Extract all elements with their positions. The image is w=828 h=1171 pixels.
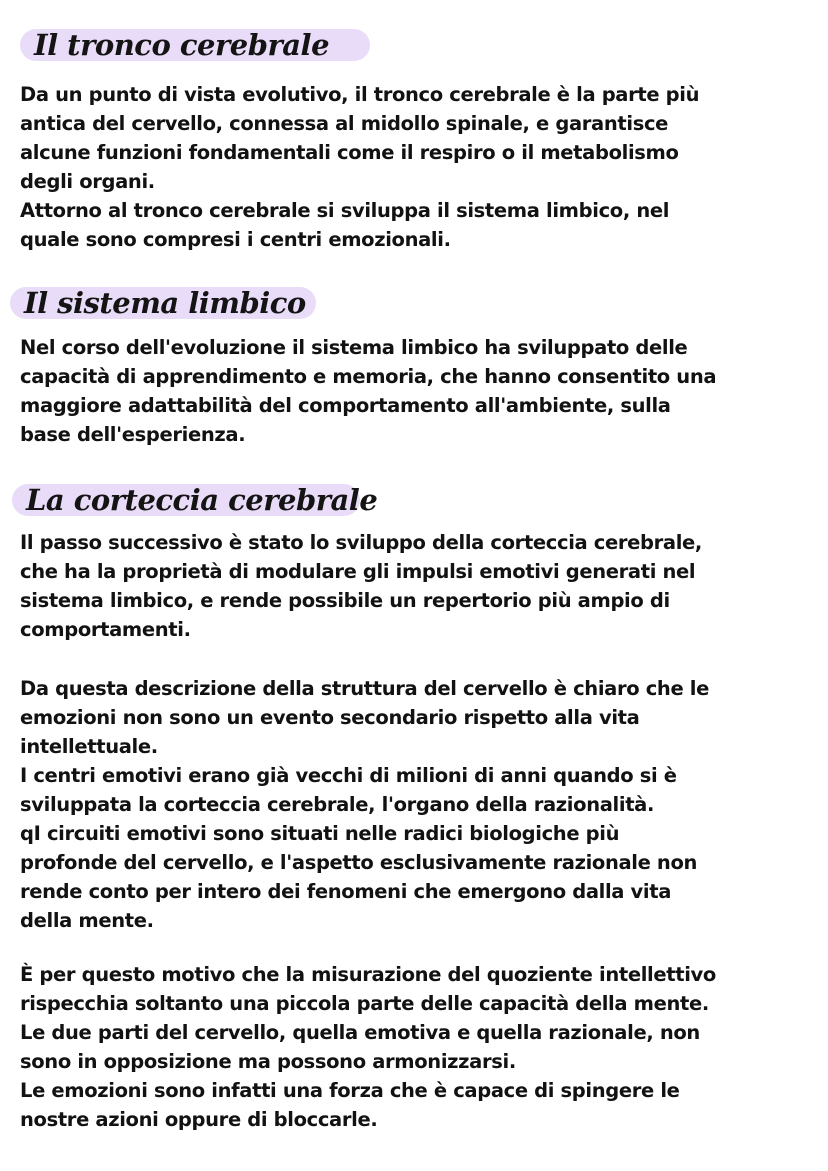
text-line: nostre azioni oppure di bloccarle. — [20, 1108, 378, 1131]
text-line: della mente. — [20, 909, 154, 932]
text-line: antica del cervello, connessa al midollo spinale, e garantisce — [20, 112, 669, 135]
text-line: profonde del cervello, e l'aspetto esclusivamente razionale non — [20, 851, 698, 874]
text-line: che ha la proprietà di modulare gli impulsi emotivi generati nel — [20, 560, 696, 583]
text-line: rende conto per intero dei fenomeni che emergono dalla vita — [20, 880, 672, 903]
text-line: rispecchia soltanto una piccola parte delle capacità della mente. — [20, 992, 709, 1015]
text-line: degli organi. — [20, 170, 155, 193]
text-line: base dell'esperienza. — [20, 423, 246, 446]
text-line: sono in opposizione ma possono armonizzarsi. — [20, 1050, 516, 1073]
text-line: quale sono compresi i centri emozionali. — [20, 228, 451, 251]
text-line: emozioni non sono un evento secondario rispetto alla vita — [20, 706, 640, 729]
text-line: sviluppata la corteccia cerebrale, l'organo della razionalità. — [20, 793, 655, 816]
heading-text: Il sistema limbico — [24, 286, 306, 320]
text-line: maggiore adattabilità del comportamento all'ambiente, sulla — [20, 394, 671, 417]
text-line: Da un punto di vista evolutivo, il tronco cerebrale è la parte più — [20, 83, 700, 106]
text-line: Le emozioni sono infatti una forza che è capace di spingere le — [20, 1079, 680, 1102]
text-line: Attorno al tronco cerebrale si sviluppa il sistema limbico, nel — [20, 199, 670, 222]
text-line: È per questo motivo che la misurazione del quoziente intellettivo — [20, 963, 716, 986]
heading-sistema-limbico — [10, 287, 316, 319]
text-line: Le due parti del cervello, quella emotiva e quella razionale, non — [20, 1021, 700, 1044]
text-line: alcune funzioni fondamentali come il respiro o il metabolismo — [20, 141, 679, 164]
heading-corteccia-cerebrale — [12, 483, 378, 517]
heading-text: Il tronco cerebrale — [34, 28, 330, 62]
paragraph-conclusione-2 — [20, 960, 820, 1134]
paragraph-corteccia-cerebrale — [20, 528, 820, 644]
text-line: Da questa descrizione della struttura del cervello è chiaro che le — [20, 677, 709, 700]
text-line: comportamenti. — [20, 618, 191, 641]
text-line: Il passo successivo è stato lo sviluppo della corteccia cerebrale, — [20, 531, 702, 554]
text-line: I centri emotivi erano già vecchi di milioni di anni quando si è — [20, 764, 677, 787]
text-line: Nel corso dell'evoluzione il sistema limbico ha sviluppato delle — [20, 336, 688, 359]
paragraph-conclusione-1 — [20, 674, 820, 935]
text-line: qI circuiti emotivi sono situati nelle radici biologiche più — [20, 822, 620, 845]
text-line: intellettuale. — [20, 735, 158, 758]
paragraph-tronco-cerebrale — [20, 80, 820, 254]
paragraph-sistema-limbico — [20, 333, 820, 449]
heading-text: La corteccia cerebrale — [26, 483, 378, 517]
text-line: capacità di apprendimento e memoria, che hanno consentito una — [20, 365, 717, 388]
heading-tronco-cerebrale — [20, 29, 370, 61]
text-line: sistema limbico, e rende possibile un repertorio più ampio di — [20, 589, 670, 612]
